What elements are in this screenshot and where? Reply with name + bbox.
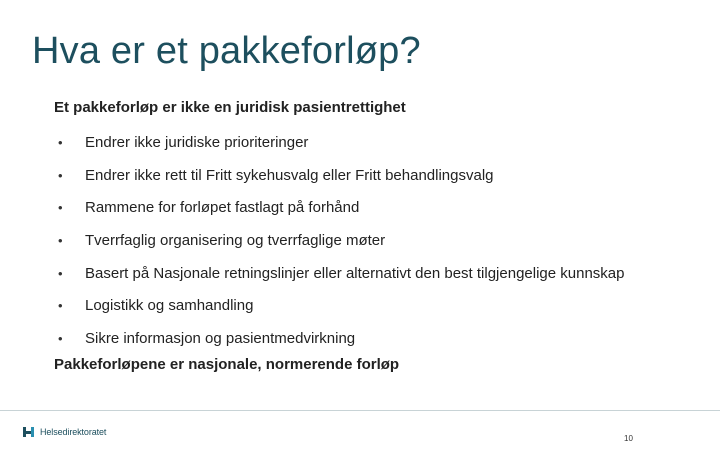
bullet-text: Basert på Nasjonale retningslinjer eller alternativt den best tilgjengelige kunnskap xyxy=(85,264,625,282)
logo-text: Helsedirektoratet xyxy=(40,427,107,437)
bullet-item xyxy=(58,257,625,290)
intro-heading: Et pakkeforløp er ikke en juridisk pasientrettighet xyxy=(54,99,406,116)
bullet-dot: • xyxy=(58,167,63,183)
bullet-item xyxy=(58,191,625,224)
page-number: 10 xyxy=(624,434,633,443)
bullet-item xyxy=(58,159,625,192)
bullet-dot: • xyxy=(58,330,63,346)
bullet-dot: • xyxy=(58,298,63,314)
slide-title: Hva er et pakkeforløp? xyxy=(32,30,421,72)
bullet-dot: • xyxy=(58,265,63,281)
bullet-dot: • xyxy=(58,232,63,248)
bullet-text: Logistikk og samhandling xyxy=(85,297,254,315)
bullet-text: Sikre informasjon og pasientmedvirkning xyxy=(85,329,356,347)
footer-divider xyxy=(0,410,720,411)
closing-statement: Pakkeforløpene er nasjonale, normerende forløp xyxy=(54,356,400,373)
helsedirektoratet-logo xyxy=(22,426,106,438)
bullet-item xyxy=(58,289,625,322)
bullet-dot: • xyxy=(58,134,63,150)
bullet-text: Rammene for forløpet fastlagt på forhånd xyxy=(85,199,360,217)
bullet-item xyxy=(58,126,625,159)
logo-mark-icon xyxy=(22,426,36,438)
bullet-text: Endrer ikke juridiske prioriteringer xyxy=(85,133,309,151)
bullet-dot: • xyxy=(58,200,63,216)
bullet-item xyxy=(58,322,625,355)
bullet-text: Endrer ikke rett til Fritt sykehusvalg eller Fritt behandlingsvalg xyxy=(85,166,494,184)
bullet-list xyxy=(58,126,625,355)
bullet-text: Tverrfaglig organisering og tverrfaglige møter xyxy=(85,231,386,249)
bullet-item xyxy=(58,224,625,257)
